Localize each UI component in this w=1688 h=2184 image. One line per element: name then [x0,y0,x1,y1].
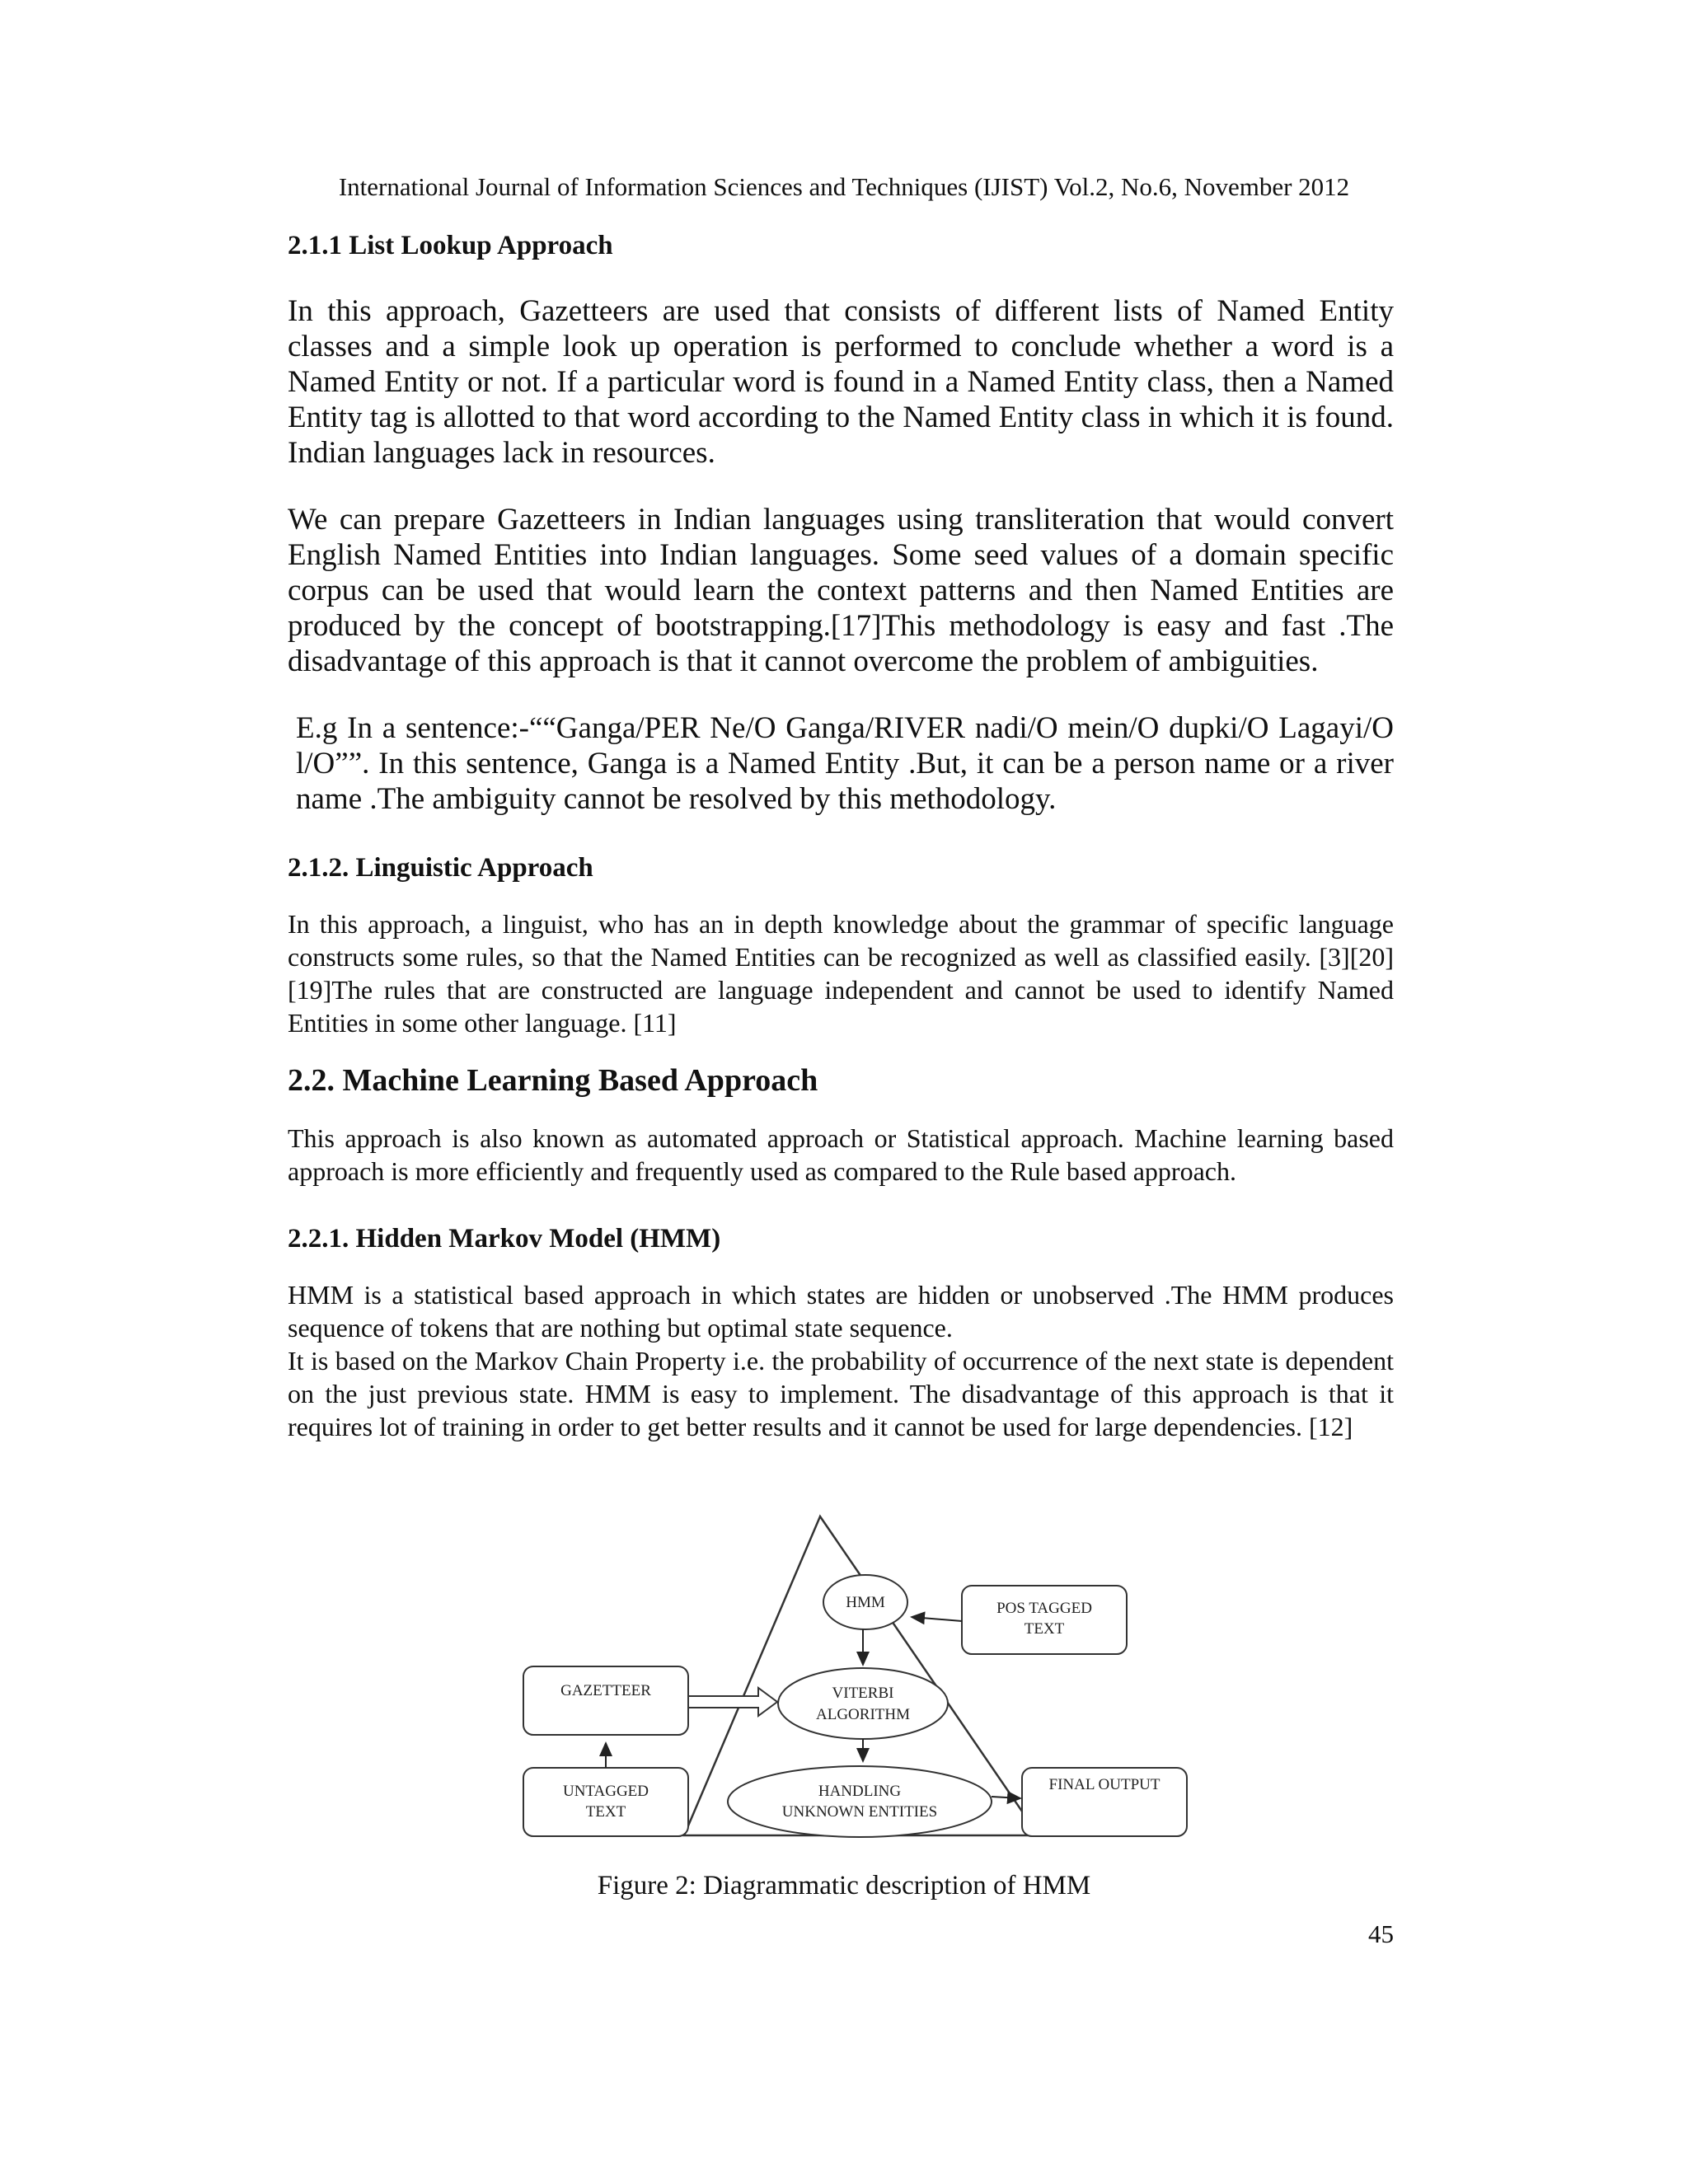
hmm-node-label: HMM [846,1594,885,1611]
paragraph-hmm-2: It is based on the Markov Chain Property i.e. the probability of occurrence of the next state is dependent on the just previous state. HMM is easy to implement. The disadvantage of this approach is that it requires lot of training in order to get better results and it cannot be used for large dependencies. [12] [288,1346,1394,1441]
paragraph-example: E.g In a sentence:-““Ganga/PER Ne/O Ganga/RIVER nadi/O mein/O dupki/O Lagayi/O l/O””. In this sentence, Ganga is a Named Entity .But, it can be a person name or a river name .The ambiguity cannot be resolved by this methodology. [296,711,1394,816]
heading-linguistic: 2.1.2. Linguistic Approach [288,853,593,883]
pos-tagged-label-2: TEXT [1024,1620,1065,1638]
viterbi-node [778,1668,948,1739]
arrow-pos-to-hmm [912,1617,962,1621]
heading-hmm: 2.2.1. Hidden Markov Model (HMM) [288,1224,721,1254]
heading-machine-learning: 2.2. Machine Learning Based Approach [288,1063,818,1098]
untagged-label-1: UNTAGGED [562,1783,649,1800]
arrow-handling-to-output [992,1797,1020,1798]
figure-caption: Figure 2: Diagrammatic description of HMM [597,1871,1091,1900]
arrow-gazetteer-to-viterbi [688,1688,777,1716]
untagged-box [523,1768,688,1836]
paragraph-hmm-1: HMM is a statistical based approach in which states are hidden or unobserved .The HMM produces sequence of tokens that are nothing but optimal state sequence. [288,1280,1394,1343]
page-number: 45 [1368,1919,1394,1948]
final-output-label: FINAL OUTPUT [1048,1776,1160,1793]
pos-tagged-label-1: POS TAGGED [996,1600,1092,1617]
handling-label-1: HANDLING [818,1783,902,1800]
hmm-diagram [511,1510,1195,1856]
handling-unknown-node [728,1766,992,1837]
paragraph-list-lookup-1: In this approach, Gazetteers are used that consists of different lists of Named Entity classes and a simple look up operation is performed to conclude whether a word is a Named Entity or not. If a particular word is found in a Named Entity class, then a Named Entity tag is allotted to that word according to the Named Entity class in which it is found. Indian languages lack in resources. [288,294,1394,470]
untagged-label-2: TEXT [585,1803,626,1821]
hmm-diagram-svg [511,1510,1195,1856]
handling-label-2: UNKNOWN ENTITIES [781,1803,938,1821]
main-content [288,229,1394,1443]
viterbi-label-1: VITERBI [832,1685,894,1702]
heading-list-lookup: 2.1.1 List Lookup Approach [288,231,613,260]
paragraph-linguistic: In this approach, a linguist, who has an in depth knowledge about the grammar of specific language constructs some rules, so that the Named Entities can be recognized as well as classified easily. [3][20][19]The rules that are constructed are language independent and cannot be used to identify Named Entities in some other language. [11] [288,909,1394,1038]
paragraph-machine-learning: This approach is also known as automated approach or Statistical approach. Machine learning based approach is more efficiently and frequently used as compared to the Rule based approach. [288,1123,1394,1186]
gazetteer-label: GAZETTEER [560,1682,651,1699]
gazetteer-box [523,1666,688,1735]
running-header: International Journal of Information Sciences and Techniques (IJIST) Vol.2, No.6, November 2012 [338,172,1350,201]
viterbi-label-2: ALGORITHM [816,1706,910,1723]
paragraph-list-lookup-2: We can prepare Gazetteers in Indian languages using transliteration that would convert English Named Entities into Indian languages. Some seed values of a domain specific corpus can be used that would learn the context patterns and then Named Entities are produced by the concept of bootstrapping.[17]This methodology is easy and fast .The disadvantage of this approach is that it cannot overcome the problem of ambiguities. [288,503,1394,678]
